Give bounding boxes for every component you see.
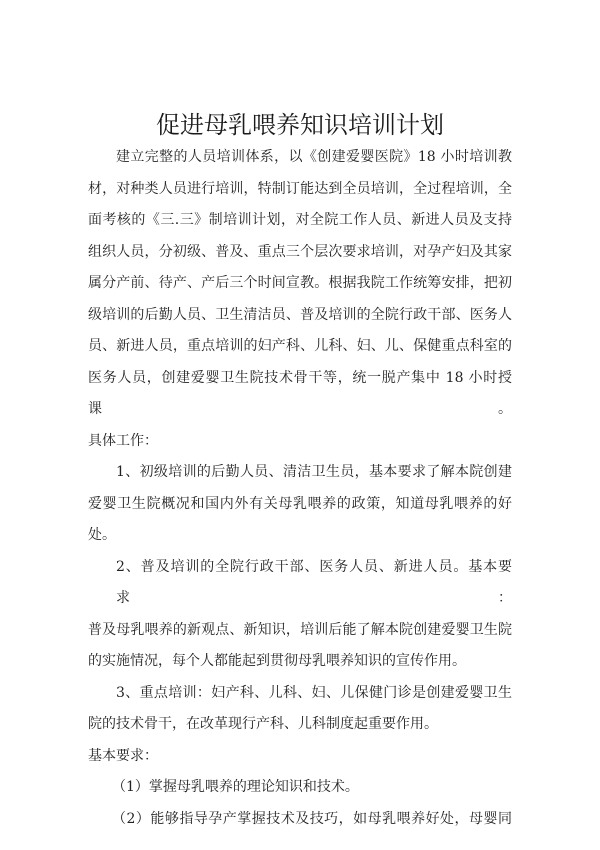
paragraph-line: 员、新进人员，重点培训的妇产科、儿科、妇、儿、保健重点科室的 xyxy=(88,338,512,354)
list-item-line: 普及母乳喂养的新观点、新知识，培训后能了解本院创建爱婴卫生院 xyxy=(88,621,512,638)
list-item-line: 处。 xyxy=(88,527,116,543)
list-item-line: 1、初级培训的后勤人员、清洁卫生员，基本要求了解本院创建 xyxy=(116,464,512,480)
list-item-line: 院的技术骨干，在改革现行产科、儿科制度起重要作用。 xyxy=(88,716,438,732)
list-item-line: 的实施情况，每个人都能起到贯彻母乳喂养知识的宣传作用。 xyxy=(88,653,466,669)
list-item-line: 爱婴卫生院概况和国内外有关母乳喂养的政策，知道母乳喂养的好 xyxy=(88,495,512,512)
requirement-item: （2）能够指导孕产掌握技术及技巧，如母乳喂养好处，母婴同 xyxy=(112,810,512,827)
document-body xyxy=(88,142,512,835)
section-heading: 具体工作： xyxy=(88,432,158,449)
paragraph-line: 医务人员，创建爱婴卫生院技术骨干等，统一脱产集中 18 小时授课。 xyxy=(88,369,512,417)
requirement-item: （1）掌握母乳喂养的理论知识和技术。 xyxy=(112,779,359,795)
paragraph-line: 面考核的《三.三》制培训计划，对全院工作人员、新进人员及支持 xyxy=(88,212,512,228)
paragraph-line: 建立完整的人员培训体系，以《创建爱婴医院》18 小时培训教 xyxy=(116,149,512,165)
list-item-line: 2、普及培训的全院行政干部、医务人员、新进人员。基本要求： xyxy=(116,558,512,606)
list-item-line: 3、重点培训：妇产科、儿科、妇、儿保健门诊是创建爱婴卫生 xyxy=(116,684,512,701)
section-heading: 基本要求： xyxy=(88,747,158,764)
paragraph-line: 属分产前、待产、产后三个时间宣教。根据我院工作统筹安排，把初 xyxy=(88,275,512,291)
paragraph-line: 材，对种类人员进行培训，特制订能达到全员培训，全过程培训，全 xyxy=(88,180,512,197)
paragraph-line: 级培训的后勤人员、卫生清洁员、普及培训的全院行政干部、医务人 xyxy=(88,306,512,323)
document-title: 促进母乳喂养知识培训计划 xyxy=(156,111,444,139)
paragraph-line: 组织人员，分初级、普及、重点三个层次要求培训，对孕产妇及其家 xyxy=(88,243,512,260)
